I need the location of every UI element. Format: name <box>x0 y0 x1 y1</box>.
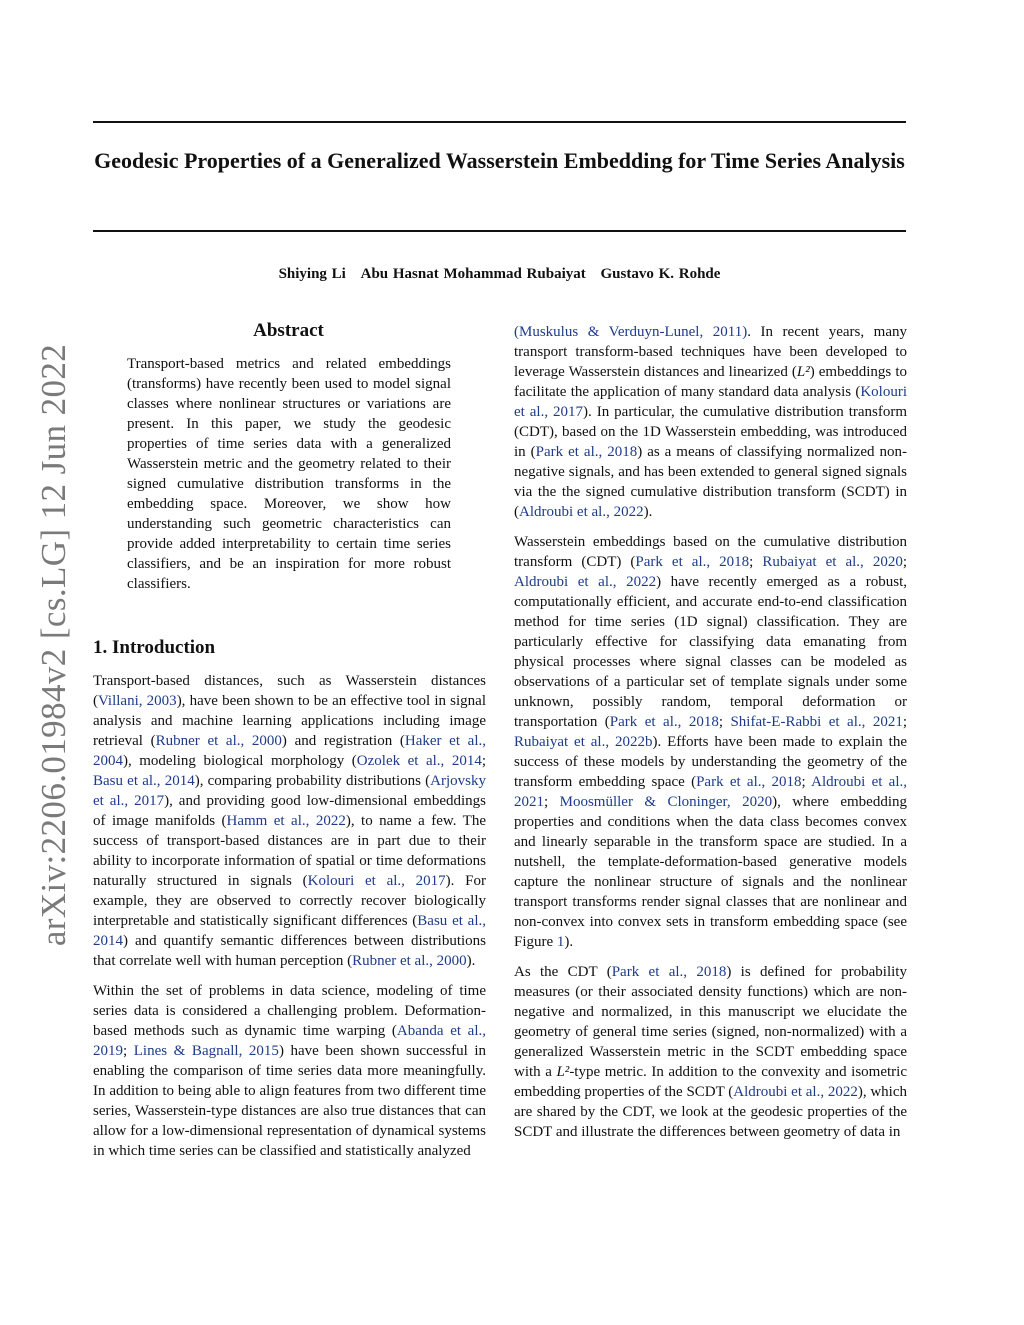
text-run: . In recent years, many transport transform-based techniques have been developed to leverage Wasserstein distances and linearized ( <box>514 324 907 380</box>
text-run: ), modeling biological morphology ( <box>123 753 357 769</box>
abstract-body <box>127 354 451 594</box>
right-column-body <box>514 322 907 1152</box>
citation-link[interactable]: 1 <box>556 934 565 950</box>
citation-link[interactable]: (Muskulus & Verduyn-Lunel, 2011) <box>514 324 748 340</box>
citation-link[interactable]: Park et al., 2018 <box>535 444 638 460</box>
citation-link[interactable]: Rubaiyat et al., 2020 <box>762 554 903 570</box>
citation-link[interactable]: Rubner et al., 2000 <box>155 733 282 749</box>
text-run: ). <box>643 504 653 520</box>
text-run: ; <box>902 554 907 570</box>
text-run: ), and providing good low-dimensional embeddings of image manifolds ( <box>93 793 486 829</box>
text-run: ) and quantify semantic differences between distributions that correlate well with human perception ( <box>93 933 486 969</box>
citation-link[interactable]: Basu et al., 2014 <box>93 913 486 949</box>
text-run: ). <box>564 934 574 950</box>
author-list <box>93 264 906 284</box>
citation-link[interactable]: Abanda et al., 2019 <box>93 1023 486 1059</box>
citation-link[interactable]: Villani, 2003 <box>98 693 177 709</box>
author-name: Abu Hasnat Mohammad Rubaiyat <box>360 266 586 282</box>
paragraph <box>514 322 907 522</box>
text-run: ; <box>902 714 907 730</box>
text-run: ) as a means of classifying normalized non-negative signals, and has been extended to general signed signals via the the signed cumulative distribution transform (SCDT) in ( <box>514 444 907 520</box>
citation-link[interactable]: Shifat-E-Rabbi et al., 2021 <box>730 714 903 730</box>
text-run: Transport-based distances, such as Wasserstein distances ( <box>93 673 486 709</box>
paper-title: Geodesic Properties of a Generalized Wasserstein Embedding for Time Series Analysis <box>94 148 905 173</box>
text-run: -type metric. In addition to the convexity and isometric embedding properties of the SCDT ( <box>514 1064 907 1100</box>
introduction-heading: 1. Introduction <box>93 637 216 658</box>
text-run: ; <box>749 554 763 570</box>
text-run: ), have been shown to be an effective tool in signal analysis and machine learning applications including image retrieval ( <box>93 693 486 749</box>
citation-link[interactable]: Kolouri et al., 2017 <box>514 384 907 420</box>
left-column-body <box>93 671 486 1171</box>
text-run: ), to name a few. The success of transport-based distances are in part due to their ability to incorporate information of spatial or time deformations naturally structured in signals ( <box>93 813 486 889</box>
text-run: ), where embedding properties and conditions when the data class becomes convex and linearly separable in the transform space are studied. In a nutshell, the template-deformation-based generative models capture the nonlinear structure of signals and the nonlinear transport transforms render signal classes that are nonlinear and non-convex into convex sets in transform embedding space (see Figure <box>514 794 907 950</box>
citation-link[interactable]: Park et al., 2018 <box>611 964 727 980</box>
math-expression: L² <box>556 1064 570 1080</box>
citation-link[interactable]: Park et al., 2018 <box>609 714 719 730</box>
citation-link[interactable]: Lines & Bagnall, 2015 <box>133 1043 279 1059</box>
text-run: ; <box>481 753 486 769</box>
abstract-text: Transport-based metrics and related embeddings (transforms) have recently been used to model signal classes where nonlinear structures or variations are present. In this paper, we study the geodesic properties of time series data with a generalized Wasserstein metric and the geometry related to their signed cumulative distribution transforms in the embedding space. Moreover, we show how understanding such geometric characteristics can provide added interpretability to certain time series classifiers, and be an inspiration for more robust classifiers. <box>127 356 451 592</box>
text-run: ) and registration ( <box>281 733 405 749</box>
title-top-rule <box>93 121 906 123</box>
text-run: ; <box>123 1043 134 1059</box>
citation-link[interactable]: Kolouri et al., 2017 <box>307 873 446 889</box>
citation-link[interactable]: Aldroubi et al., 2022 <box>733 1084 858 1100</box>
citation-link[interactable]: Hamm et al., 2022 <box>226 813 346 829</box>
text-run: As the CDT ( <box>514 964 612 980</box>
text-run: ; <box>544 794 560 810</box>
citation-link[interactable]: Rubner et al., 2000 <box>352 953 467 969</box>
text-run: ). <box>466 953 476 969</box>
citation-link[interactable]: Aldroubi et al., 2021 <box>514 774 907 810</box>
citation-link[interactable]: Arjovsky et al., 2017 <box>93 773 486 809</box>
citation-link[interactable]: Rubaiyat et al., 2022b <box>514 734 653 750</box>
citation-link[interactable]: Moosmüller & Cloninger, 2020 <box>559 794 773 810</box>
abstract-heading: Abstract <box>253 320 324 341</box>
text-run: Wasserstein embeddings based on the cumulative distribution transform (CDT) ( <box>514 534 907 570</box>
citation-link[interactable]: Park et al., 2018 <box>696 774 802 790</box>
text-run: ). Efforts have been made to explain the success of these models by understanding the geometry of the transform embedding space ( <box>514 734 907 790</box>
paragraph <box>93 671 486 971</box>
text-run: ). In particular, the cumulative distribution transform (CDT), based on the 1D Wasserstein embedding, was introduced in ( <box>514 404 908 460</box>
citation-link[interactable]: Park et al., 2018 <box>635 554 750 570</box>
citation-link[interactable]: Aldroubi et al., 2022 <box>514 574 657 590</box>
citation-link[interactable]: Basu et al., 2014 <box>93 773 195 789</box>
paragraph <box>93 981 486 1161</box>
text-run: ; <box>718 714 731 730</box>
citation-link[interactable]: Haker et al., 2004 <box>93 733 486 769</box>
paragraph <box>514 532 907 952</box>
text-run: Within the set of problems in data science, modeling of time series data is considered a challenging problem. Deformation-based methods such as dynamic time warping ( <box>93 983 486 1039</box>
author-name: Shiying Li <box>278 266 346 282</box>
text-run: ) have been shown successful in enabling the comparison of time series data more meaningfully. In addition to being able to align features from two different time series, Wasserstein-type distances are also true distances that can allow for a low-dimensional representation of dynamical systems in which time series can be classified and statistically analyzed <box>93 1043 486 1159</box>
math-expression: L² <box>796 364 810 380</box>
text-run: ), comparing probability distributions ( <box>194 773 431 789</box>
paragraph <box>514 962 907 1142</box>
citation-link[interactable]: Aldroubi et al., 2022 <box>519 504 644 520</box>
arxiv-identifier-stamp: arXiv:2206.01984v2 [cs.LG] 12 Jun 2022 <box>34 343 73 947</box>
text-run: ). For example, they are observed to correctly recover biologically interpretable and statistically significant differences ( <box>93 873 486 929</box>
author-name: Gustavo K. Rohde <box>600 266 721 282</box>
text-run: ) embeddings to facilitate the application of many standard data analysis ( <box>514 364 907 400</box>
text-run: ), which are shared by the CDT, we look at the geodesic properties of the SCDT and illustrate the differences between geometry of data in <box>514 1084 907 1140</box>
text-run: ; <box>801 774 812 790</box>
text-run: ) is defined for probability measures (or their associated density functions) which are non-negative and normalized, in this manuscript we elucidate the geometry of general time series (signed, non-normalized) with a generalized Wasserstein metric in the SCDT embedding space with a <box>514 964 907 1080</box>
title-bottom-rule <box>93 230 906 232</box>
citation-link[interactable]: Ozolek et al., 2014 <box>356 753 482 769</box>
text-run: ) have recently emerged as a robust, computationally efficient, and accurate end-to-end classification method for time series (1D signal) classification. They are particularly effective for classifying data emanating from physical processes where signal classes can be modeled as observations of a particular set of template signals under some unknown, possibly random, temporal deformation or transportation ( <box>514 574 907 730</box>
